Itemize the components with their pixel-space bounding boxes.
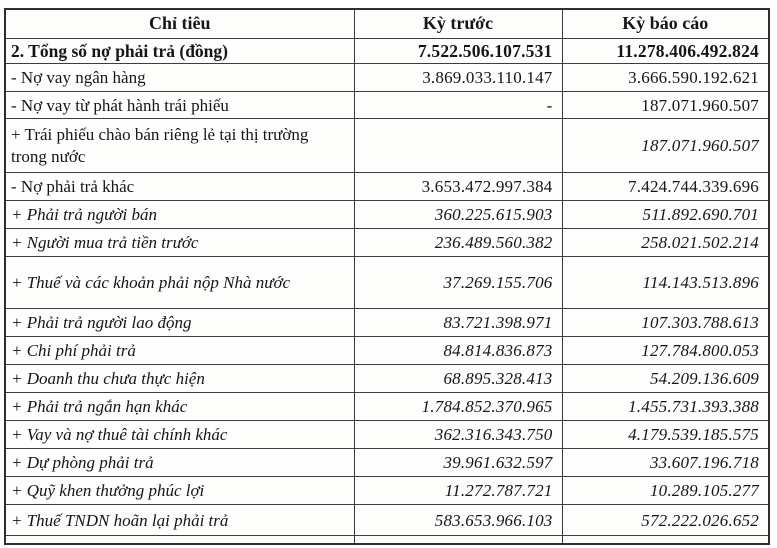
prev-value: 236.489.560.382 (354, 229, 562, 257)
prev-value: - (354, 92, 562, 119)
prev-value: 39.961.632.597 (354, 449, 562, 477)
table-row (5, 365, 769, 393)
row-label: + Vay và nợ thuê tài chính khác (5, 421, 354, 449)
prev-value: 83.721.398.971 (354, 309, 562, 337)
prev-value (354, 536, 562, 544)
row-label (5, 536, 354, 544)
prev-value: 3.653.472.997.384 (354, 173, 562, 201)
header-row (5, 9, 769, 39)
cur-value: 10.289.105.277 (562, 477, 769, 505)
table-row (5, 309, 769, 337)
prev-value: 68.895.328.413 (354, 365, 562, 393)
cur-value: 1.455.731.393.388 (562, 393, 769, 421)
prev-value: 362.316.343.750 (354, 421, 562, 449)
row-label: - Nợ phải trả khác (5, 173, 354, 201)
prev-value: 1.784.852.370.965 (354, 393, 562, 421)
row-label: + Chi phí phải trả (5, 337, 354, 365)
row-label: - Nợ vay từ phát hành trái phiếu (5, 92, 354, 119)
table-row (5, 229, 769, 257)
row-label: + Người mua trả tiền trước (5, 229, 354, 257)
row-label: - Nợ vay ngân hàng (5, 64, 354, 92)
table-row (5, 393, 769, 421)
column-header-ky-bao-cao: Kỳ báo cáo (562, 9, 769, 39)
row-label: + Thuế TNDN hoãn lại phải trả (5, 505, 354, 536)
cur-value: 511.892.690.701 (562, 201, 769, 229)
table-row (5, 337, 769, 365)
prev-value: 37.269.155.706 (354, 257, 562, 309)
cur-value: 572.222.026.652 (562, 505, 769, 536)
cur-value: 33.607.196.718 (562, 449, 769, 477)
row-label: + Phải trả người lao động (5, 309, 354, 337)
prev-value: 11.272.787.721 (354, 477, 562, 505)
row-label: + Quỹ khen thưởng phúc lợi (5, 477, 354, 505)
prev-value: 583.653.966.103 (354, 505, 562, 536)
row-label: 2. Tổng số nợ phải trả (đồng) (5, 39, 354, 64)
cur-value: 7.424.744.339.696 (562, 173, 769, 201)
prev-value: 84.814.836.873 (354, 337, 562, 365)
row-label: + Phải trả người bán (5, 201, 354, 229)
column-header-ky-truoc: Kỳ trước (354, 9, 562, 39)
cur-value (562, 536, 769, 544)
row-label: + Doanh thu chưa thực hiện (5, 365, 354, 393)
table-row (5, 119, 769, 173)
cur-value: 127.784.800.053 (562, 337, 769, 365)
prev-value (354, 119, 562, 173)
cur-value: 187.071.960.507 (562, 119, 769, 173)
cur-value: 4.179.539.185.575 (562, 421, 769, 449)
table-row (5, 173, 769, 201)
row-label: + Phải trả ngắn hạn khác (5, 393, 354, 421)
cur-value: 114.143.513.896 (562, 257, 769, 309)
column-header-chi-tieu: Chỉ tiêu (5, 9, 354, 39)
table-row (5, 505, 769, 536)
cur-value: 187.071.960.507 (562, 92, 769, 119)
table-row (5, 92, 769, 119)
row-label: + Dự phòng phải trả (5, 449, 354, 477)
prev-value: 3.869.033.110.147 (354, 64, 562, 92)
row-label: + Thuế và các khoản phải nộp Nhà nước (5, 257, 354, 309)
prev-value: 7.522.506.107.531 (354, 39, 562, 64)
table-row (5, 477, 769, 505)
financial-liabilities-table (4, 8, 770, 545)
cur-value: 107.303.788.613 (562, 309, 769, 337)
table-row (5, 449, 769, 477)
cur-value: 54.209.136.609 (562, 365, 769, 393)
cur-value: 3.666.590.192.621 (562, 64, 769, 92)
cur-value: 11.278.406.492.824 (562, 39, 769, 64)
table-row (5, 64, 769, 92)
table-row (5, 201, 769, 229)
table-row (5, 257, 769, 309)
cur-value: 258.021.502.214 (562, 229, 769, 257)
prev-value: 360.225.615.903 (354, 201, 562, 229)
table-row (5, 421, 769, 449)
table-row (5, 39, 769, 64)
row-label: + Trái phiếu chào bán riêng lẻ tại thị trường trong nước (5, 119, 354, 173)
table-row-partial (5, 536, 769, 544)
